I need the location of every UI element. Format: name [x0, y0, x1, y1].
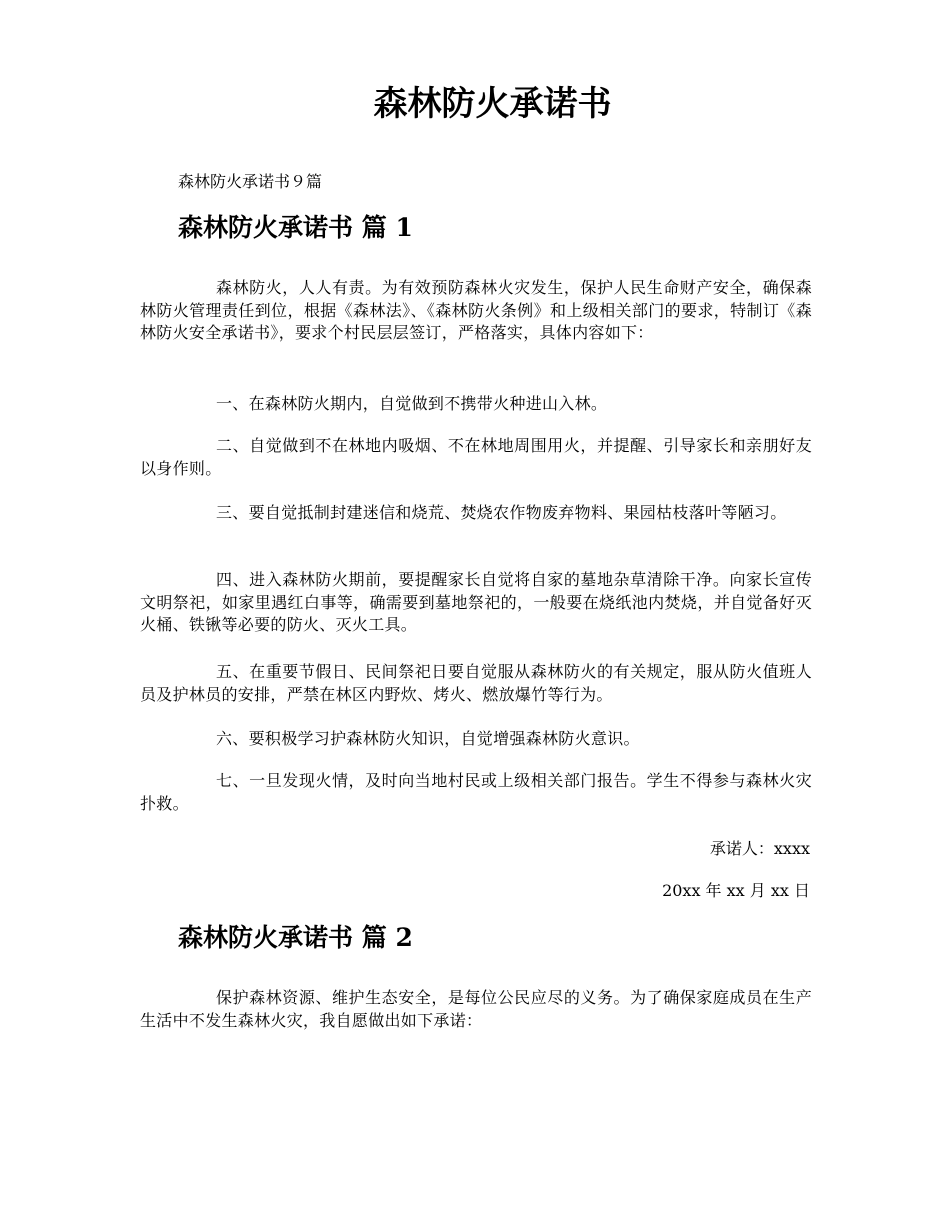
document-title: 森林防火承诺书 [373, 84, 612, 124]
section-1-paragraph-item-3: 三、要自觉抵制封建迷信和烧荒、焚烧农作物废弃物料、果园枯枝落叶等陋习。 [216, 503, 787, 522]
section-1-paragraph-item-5: 五、在重要节假日、民间祭祀日要自觉服从森林防火的有关规定，服从防火值班人员及护林员的安排，严禁在林区内野炊、烤火、燃放爆竹等行为。 [140, 662, 812, 704]
section-1-paragraph-item-4: 四、进入森林防火期前，要提醒家长自觉将自家的墓地杂草清除干净。向家长宣传文明祭祀，如家里遇红白事等，确需要到墓地祭祀的，一般要在烧纸池内焚烧，并自觉备好灭火桶、铁锹等必要的防火、灭火工具。 [140, 570, 812, 634]
section-1-number: 篇 1 [361, 213, 413, 242]
section-1-date: 20xx 年 xx 月 xx 日 [662, 881, 810, 900]
section-1-signer: 承诺人：xxxx [709, 839, 810, 858]
section-1-heading-text: 森林防火承诺书 [178, 213, 354, 242]
section-1-heading [178, 210, 413, 246]
section-2-heading [178, 920, 413, 956]
section-2-heading-text: 森林防火承诺书 [178, 923, 354, 952]
document-subtitle: 森林防火承诺书９篇 [178, 172, 323, 191]
section-1-paragraph-item-1: 一、在森林防火期内，自觉做到不携带火种进山入林。 [216, 394, 608, 413]
section-2-number: 篇 2 [361, 923, 413, 952]
section-1-paragraph-item-6: 六、要积极学习护森林防火知识，自觉增强森林防火意识。 [216, 729, 640, 748]
section-1-paragraph-intro: 森林防火，人人有责。为有效预防森林火灾发生，保护人民生命财产安全，确保森林防火管理责任到位，根据《森林法》、《森林防火条例》和上级相关部门的要求，特制订《森林防火安全承诺书》，要求个村民层层签订，严格落实，具体内容如下： [140, 278, 812, 342]
section-1-paragraph-item-2: 二、自觉做到不在林地内吸烟、不在林地周围用火，并提醒、引导家长和亲朋好友以身作则。 [140, 436, 812, 478]
section-1-paragraph-item-7: 七、一旦发现火情，及时向当地村民或上级相关部门报告。学生不得参与森林火灾扑救。 [140, 771, 812, 813]
section-2-paragraph-intro: 保护森林资源、维护生态安全，是每位公民应尽的义务。为了确保家庭成员在生产生活中不发生森林火灾，我自愿做出如下承诺： [140, 988, 812, 1030]
